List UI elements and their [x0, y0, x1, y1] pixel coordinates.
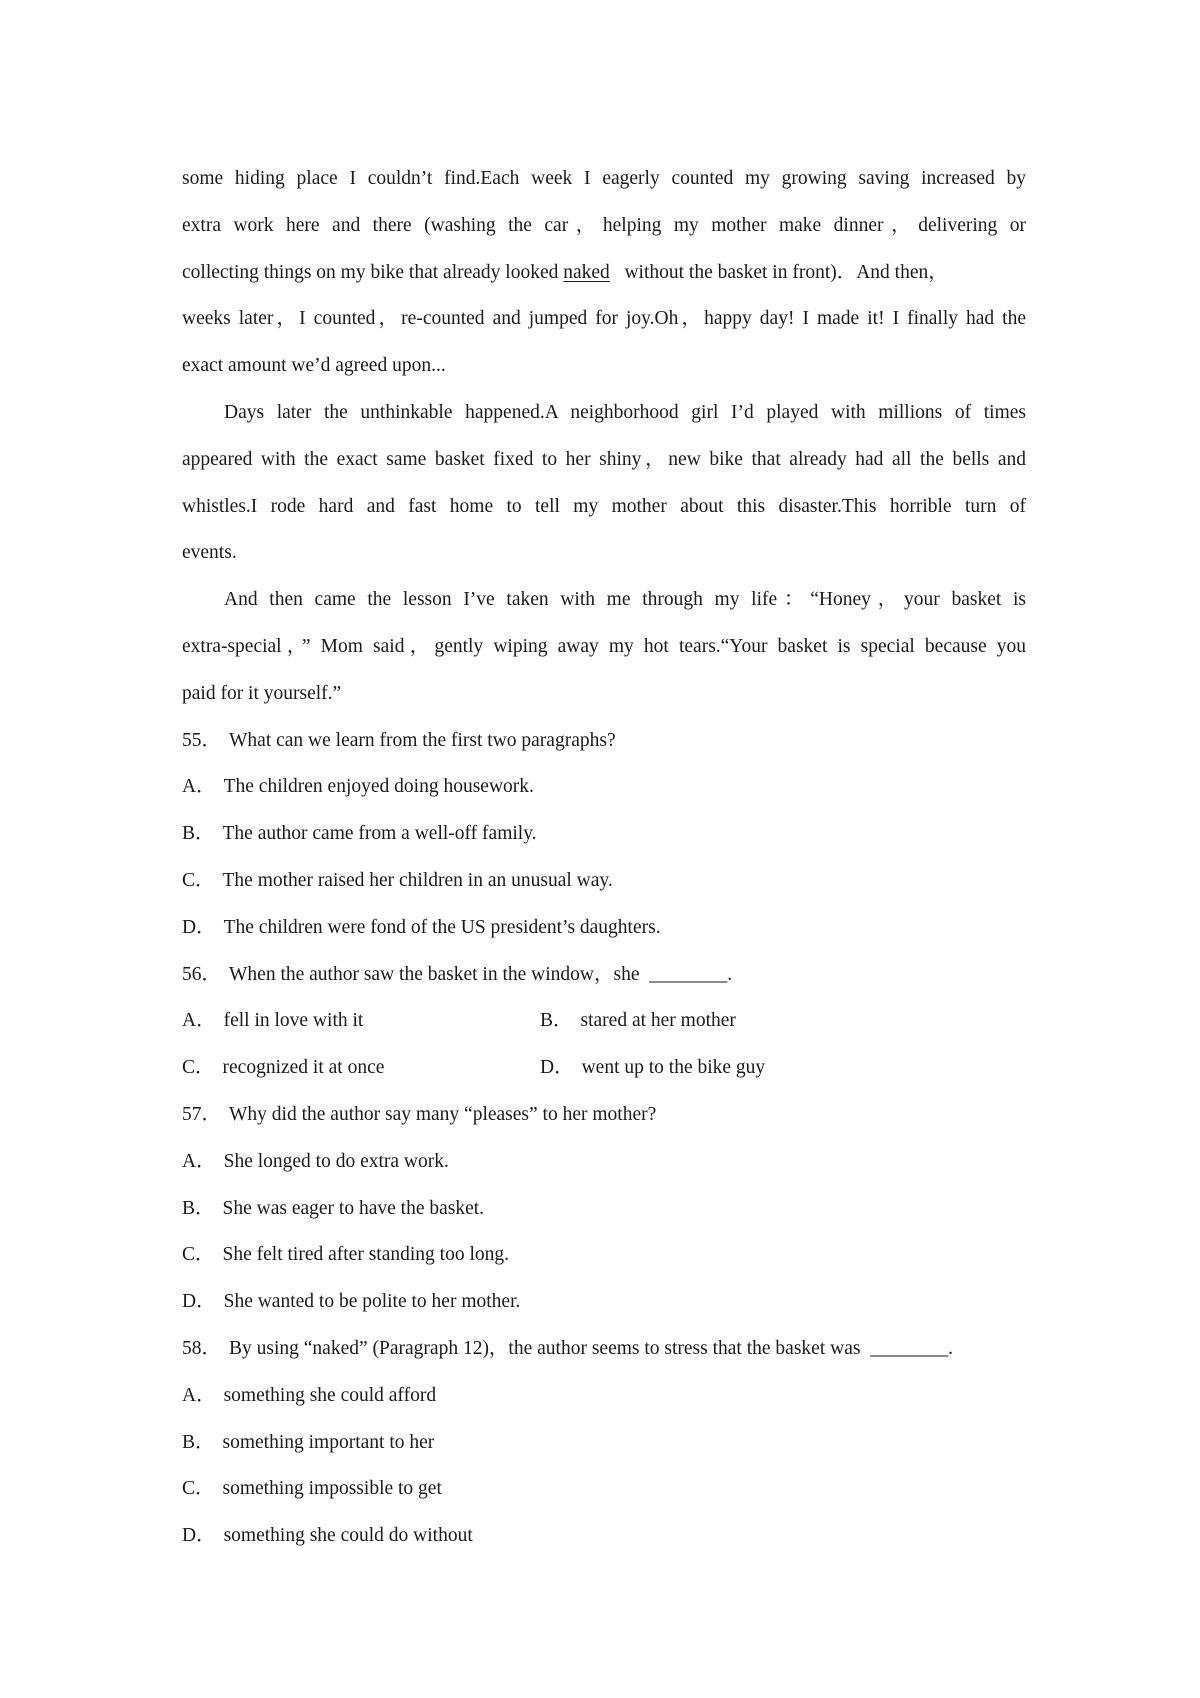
question-number: 57． — [182, 1103, 222, 1125]
paragraph-line: Days later the unthinkable happened.A neighborhood girl I’d played with millions of times — [224, 401, 1026, 423]
option-c — [182, 1045, 540, 1092]
option-letter: D． — [182, 916, 216, 938]
option-text: The children were fond of the US president’s daughters. — [223, 916, 661, 938]
paragraph-line: exact amount we’d agreed upon... — [182, 355, 446, 377]
option-letter: C． — [182, 1057, 215, 1079]
paragraph-line: some hiding place I couldn’t find.Each week I eagerly counted my growing saving increased by — [182, 168, 1026, 189]
option-letter: A． — [182, 1010, 216, 1032]
document-page — [182, 156, 1026, 1560]
options-row-ab — [182, 998, 1026, 1045]
option-b — [182, 1420, 1026, 1467]
option-d — [540, 1045, 898, 1092]
option-c — [182, 1466, 1026, 1513]
question-stem — [182, 952, 1026, 999]
option-text: She longed to do extra work. — [223, 1150, 449, 1172]
question-58 — [182, 1326, 1026, 1560]
paragraph-1 — [182, 156, 1026, 390]
option-d — [182, 905, 1026, 952]
option-text: something she could afford — [223, 1384, 437, 1406]
question-text: When the author saw the basket in the window，she ________. — [229, 963, 733, 985]
question-number: 58． — [182, 1337, 222, 1359]
option-text: stared at her mother — [580, 1010, 736, 1032]
text-run: collecting things on my bike that already looked — [182, 261, 564, 283]
option-d — [182, 1279, 1026, 1326]
option-text: went up to the bike guy — [581, 1057, 766, 1079]
option-text: recognized it at once — [222, 1057, 385, 1079]
option-text: The author came from a well-off family. — [222, 823, 537, 845]
option-letter: A． — [182, 1150, 216, 1172]
option-b — [540, 998, 898, 1045]
option-text: She wanted to be polite to her mother. — [223, 1291, 521, 1313]
option-a — [182, 998, 540, 1045]
option-text: fell in love with it — [223, 1010, 364, 1032]
question-number: 55． — [182, 729, 222, 751]
question-text: By using “naked” (Paragraph 12)，the author seems to stress that the basket was ________. — [229, 1337, 954, 1359]
paragraph-line: extra-special，” Mom said，gently wiping away my hot tears.“Your basket is special because you — [182, 635, 1026, 657]
paragraph-line — [182, 250, 1026, 297]
question-text: Why did the author say many “pleases” to her mother? — [229, 1103, 657, 1125]
option-letter: D． — [182, 1525, 216, 1547]
paragraph-3 — [182, 577, 1026, 717]
question-stem — [182, 1092, 1026, 1139]
option-text: The mother raised her children in an unusual way. — [222, 869, 613, 891]
option-b — [182, 1186, 1026, 1233]
option-a — [182, 764, 1026, 811]
option-text: something important to her — [222, 1431, 435, 1453]
option-text: something she could do without — [223, 1525, 473, 1547]
option-text: something impossible to get — [222, 1478, 442, 1500]
paragraph-line: appeared with the exact same basket fixed to her shiny，new bike that already had all the bells and — [182, 448, 1026, 470]
paragraph-line: And then came the lesson I’ve taken with me through my life：“Honey，your basket is — [224, 589, 1026, 611]
question-stem — [182, 1326, 1026, 1373]
paragraph-line: whistles.I rode hard and fast home to tell my mother about this disaster.This horrible turn of — [182, 495, 1026, 517]
option-letter: B． — [182, 1197, 215, 1219]
question-55 — [182, 718, 1026, 952]
text-run: without the basket in front)．And then， — [609, 261, 948, 283]
option-text: The children enjoyed doing housework. — [223, 776, 534, 798]
option-letter: C． — [182, 1478, 215, 1500]
option-letter: B． — [182, 823, 215, 845]
question-57 — [182, 1092, 1026, 1326]
option-b — [182, 811, 1026, 858]
paragraph-line: events. — [182, 542, 237, 564]
paragraph-line: extra work here and there (washing the car，helping my mother make dinner，delivering or — [182, 214, 1026, 236]
option-letter: D． — [540, 1057, 574, 1079]
paragraph-line: weeks later，I counted，re-counted and jumped for joy.Oh，happy day! I made it! I finally had the — [182, 308, 1026, 330]
option-a — [182, 1139, 1026, 1186]
option-text: She felt tired after standing too long. — [222, 1244, 509, 1266]
options-row-cd — [182, 1045, 1026, 1092]
underlined-word: naked — [563, 261, 610, 283]
option-c — [182, 858, 1026, 905]
option-letter: B． — [540, 1010, 573, 1032]
option-letter: A． — [182, 1384, 216, 1406]
option-letter: C． — [182, 1244, 215, 1266]
paragraph-2 — [182, 390, 1026, 577]
option-text: She was eager to have the basket. — [222, 1197, 485, 1219]
question-text: What can we learn from the first two paragraphs? — [229, 729, 616, 751]
option-c — [182, 1232, 1026, 1279]
option-letter: C． — [182, 869, 215, 891]
option-letter: B． — [182, 1431, 215, 1453]
option-d — [182, 1513, 1026, 1560]
question-56 — [182, 952, 1026, 1092]
option-letter: A． — [182, 776, 216, 798]
paragraph-line: paid for it yourself.” — [182, 682, 342, 704]
question-number: 56． — [182, 963, 222, 985]
option-letter: D． — [182, 1291, 216, 1313]
question-stem — [182, 718, 1026, 765]
option-a — [182, 1373, 1026, 1420]
